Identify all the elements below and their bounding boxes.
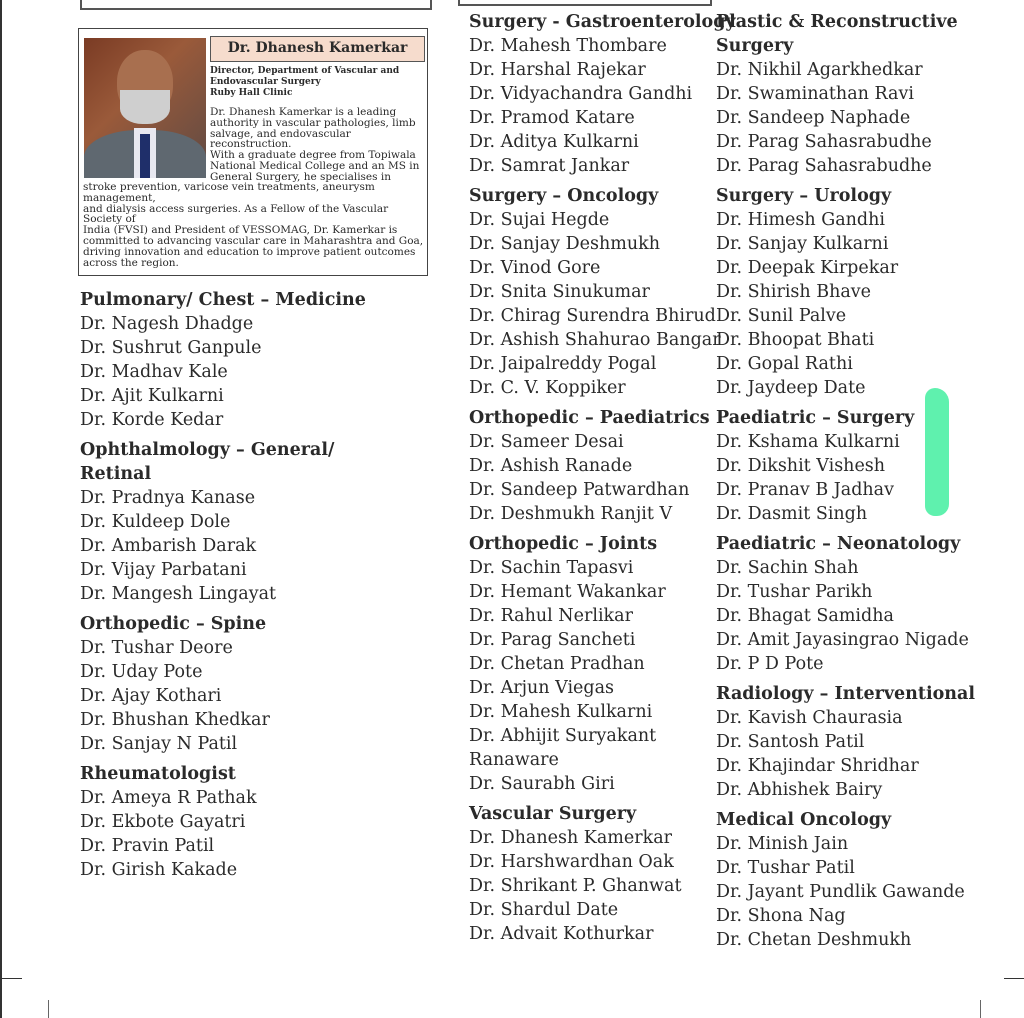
doctor-name: Dr. Khajindar Shridhar (716, 756, 919, 776)
profile-name: Dr. Dhanesh Kamerkar (210, 36, 425, 62)
specialty-section (80, 438, 366, 606)
doctor-name: Dr. Pravin Patil (80, 836, 215, 856)
specialty-heading: Medical Oncology (716, 810, 892, 830)
doctor-name: Dr. Rahul Nerlikar (469, 606, 633, 626)
doctor-name: Dr. P D Pote (716, 654, 824, 674)
specialty-heading: Ophthalmology – General/ (80, 440, 335, 460)
specialty-heading: Surgery – Urology (716, 186, 892, 206)
doctor-name: Dr. Aditya Kulkarni (469, 132, 639, 152)
doctor-name: Dr. Mangesh Lingayat (80, 584, 277, 604)
doctor-name: Dr. Ekbote Gayatri (80, 812, 246, 832)
doctor-name: Dr. Mahesh Kulkarni (469, 702, 653, 722)
bio-line: National Medical College and an MS in (210, 159, 420, 172)
doctor-name: Dr. Tushar Patil (716, 858, 855, 878)
specialty-heading: Orthopedic – Joints (469, 534, 658, 554)
doctor-name: Dr. Snita Sinukumar (469, 282, 650, 302)
doctor-name: Dr. Gopal Rathi (716, 354, 853, 374)
doctor-photo (84, 38, 206, 178)
bio-line: With a graduate degree from Topiwala (210, 149, 416, 162)
bio-line: authority in vascular pathologies, limb (210, 116, 416, 129)
top-left-box-edge (80, 0, 432, 10)
doctor-name: Dr. Ajay Kothari (80, 686, 222, 706)
doctor-name: Dr. Shardul Date (469, 900, 619, 920)
doctor-profile-box (78, 28, 428, 276)
specialty-heading: Paediatric – Surgery (716, 408, 915, 428)
specialty-heading: Orthopedic – Paediatrics (469, 408, 710, 428)
profile-role-line: Endovascular Surgery (210, 77, 321, 87)
specialty-section (469, 10, 736, 178)
doctor-name: Dr. Ashish Ranade (469, 456, 633, 476)
doctor-name: Dr. Sandeep Patwardhan (469, 480, 690, 500)
doctor-name: Dr. Nikhil Agarkhedkar (716, 60, 923, 80)
doctor-name: Dr. Advait Kothurkar (469, 924, 654, 944)
doctor-name: Dr. Uday Pote (80, 662, 203, 682)
doctor-name: Dr. Jaipalreddy Pogal (469, 354, 657, 374)
doctor-name: Dr. Chetan Pradhan (469, 654, 645, 674)
specialty-heading: Rheumatologist (80, 764, 236, 784)
specialty-section (716, 808, 975, 952)
doctor-name: Dr. Saurabh Giri (469, 774, 615, 794)
doctor-name: Dr. Vinod Gore (469, 258, 601, 278)
doctor-name: Dr. Deepak Kirpekar (716, 258, 899, 278)
specialty-heading: Pulmonary/ Chest – Medicine (80, 290, 366, 310)
doctor-name: Dr. Swaminathan Ravi (716, 84, 914, 104)
profile-role (210, 66, 422, 99)
bio-line: India (FVSI) and President of VESSOMAG, Dr. Kamerkar is (83, 224, 398, 237)
specialty-section (716, 184, 975, 400)
specialty-section (469, 802, 736, 946)
specialty-section (716, 406, 975, 526)
specialty-heading: Paediatric – Neonatology (716, 534, 961, 554)
directory-column-right (716, 10, 975, 952)
specialty-section (469, 184, 736, 400)
page-left-edge (0, 0, 2, 1018)
bottom-left-margin-line (0, 978, 22, 979)
doctor-name: Dr. Minish Jain (716, 834, 849, 854)
doctor-name: Dr. Parag Sancheti (469, 630, 636, 650)
doctor-name: Dr. Mahesh Thombare (469, 36, 667, 56)
doctor-name: Dr. C. V. Koppiker (469, 378, 626, 398)
bottom-left-tick (48, 1000, 49, 1018)
specialty-section (469, 532, 736, 796)
bio-line: across the region. (83, 256, 179, 269)
doctor-name: Dr. Shirish Bhave (716, 282, 872, 302)
doctor-name: Dr. Himesh Gandhi (716, 210, 885, 230)
specialty-heading: Surgery – Oncology (469, 186, 659, 206)
doctor-name: Dr. Sameer Desai (469, 432, 624, 452)
doctor-name: Dr. Sushrut Ganpule (80, 338, 262, 358)
doctor-name: Dr. Madhav Kale (80, 362, 228, 382)
doctor-name: Dr. Vidyachandra Gandhi (469, 84, 693, 104)
doctor-name: Dr. Korde Kedar (80, 410, 224, 430)
doctor-name: Dr. Sandeep Naphade (716, 108, 911, 128)
bio-line: General Surgery, he specialises in (210, 170, 391, 183)
doctor-name: Dr. Pramod Katare (469, 108, 635, 128)
specialty-heading: Surgery - Gastroenterology (469, 12, 736, 32)
doctor-name: Dr. Sachin Shah (716, 558, 859, 578)
doctor-name: Dr. Dikshit Vishesh (716, 456, 886, 476)
specialty-section (716, 10, 975, 178)
doctor-name: Dr. Sunil Palve (716, 306, 847, 326)
doctor-name: Dr. Shrikant P. Ghanwat (469, 876, 682, 896)
doctor-name: Dr. Vijay Parbatani (80, 560, 247, 580)
doctor-name: Dr. Sujai Hegde (469, 210, 610, 230)
specialty-section (716, 682, 975, 802)
bio-line: stroke prevention, varicose vein treatments, aneurysm management, (83, 181, 375, 204)
doctor-name: Dr. Deshmukh Ranjit V (469, 504, 673, 524)
doctor-name: Dr. Chetan Deshmukh (716, 930, 912, 950)
doctor-name: Dr. Nagesh Dhadge (80, 314, 254, 334)
bottom-right-tick (980, 1000, 981, 1018)
doctor-name: Dr. Kavish Chaurasia (716, 708, 903, 728)
doctor-name: Dr. Sachin Tapasvi (469, 558, 634, 578)
doctor-name: Dr. Shona Nag (716, 906, 846, 926)
directory-column-middle (469, 10, 736, 946)
doctor-name: Dr. Bhagat Samidha (716, 606, 894, 626)
doctor-name: Dr. Jaydeep Date (716, 378, 866, 398)
doctor-name: Dr. Abhishek Bairy (716, 780, 883, 800)
doctor-name: Dr. Amit Jayasingrao Nigade (716, 630, 969, 650)
bio-line: committed to advancing vascular care in Maharashtra and Goa, (83, 234, 424, 247)
doctor-name: Dr. Ashish Shahurao Bangar (469, 330, 721, 350)
doctor-name: Dr. Arjun Viegas (469, 678, 615, 698)
specialty-heading: Surgery (716, 36, 794, 56)
specialty-section (80, 288, 366, 432)
doctor-name: Dr. Pradnya Kanase (80, 488, 256, 508)
specialty-heading: Orthopedic – Spine (80, 614, 267, 634)
directory-column-left (80, 288, 366, 882)
doctor-name: Dr. Tushar Parikh (716, 582, 873, 602)
doctor-name: Dr. Parag Sahasrabudhe (716, 156, 932, 176)
profile-bio-side (210, 107, 424, 183)
profile-bio-full (83, 182, 425, 268)
specialty-section (80, 762, 366, 882)
doctor-name: Dr. Sanjay Deshmukh (469, 234, 660, 254)
doctor-name: Dr. Bhoopat Bhati (716, 330, 875, 350)
doctor-name: Dr. Ambarish Darak (80, 536, 257, 556)
doctor-name: Dr. Santosh Patil (716, 732, 865, 752)
doctor-name: Dr. Hemant Wakankar (469, 582, 666, 602)
doctor-name: Dr. Harshal Rajekar (469, 60, 646, 80)
specialty-heading: Plastic & Reconstructive (716, 12, 958, 32)
doctor-name: Dr. Tushar Deore (80, 638, 233, 658)
profile-role-line: Director, Department of Vascular and (210, 66, 400, 76)
doctor-name: Dr. Samrat Jankar (469, 156, 630, 176)
doctor-name: Dr. Abhijit Suryakant (469, 726, 657, 746)
doctor-name: Dr. Kshama Kulkarni (716, 432, 900, 452)
doctor-name: Dr. Harshwardhan Oak (469, 852, 674, 872)
doctor-name: Dr. Kuldeep Dole (80, 512, 231, 532)
specialty-section (469, 406, 736, 526)
doctor-name: Dr. Jayant Pundlik Gawande (716, 882, 965, 902)
doctor-name: Dr. Parag Sahasrabudhe (716, 132, 932, 152)
doctor-name: Dr. Sanjay Kulkarni (716, 234, 889, 254)
doctor-name: Ranaware (469, 750, 559, 770)
doctor-name: Dr. Pranav B Jadhav (716, 480, 894, 500)
bio-line: Dr. Dhanesh Kamerkar is a leading (210, 106, 397, 118)
bio-line: salvage, and endovascular reconstruction. (210, 127, 351, 151)
profile-role-line: Ruby Hall Clinic (210, 88, 293, 98)
bio-line: driving innovation and education to improve patient outcomes (83, 245, 416, 258)
specialty-heading: Retinal (80, 464, 152, 484)
bio-line: and dialysis access surgeries. As a Fellow of the Vascular Society of (83, 202, 389, 226)
specialty-section (80, 612, 366, 756)
specialty-heading: Vascular Surgery (469, 804, 637, 824)
doctor-name: Dr. Bhushan Khedkar (80, 710, 270, 730)
doctor-name: Dr. Ameya R Pathak (80, 788, 257, 808)
specialty-heading: Radiology – Interventional (716, 684, 975, 704)
specialty-section (716, 532, 975, 676)
doctor-name: Dr. Chirag Surendra Bhirud (469, 306, 716, 326)
top-middle-box-edge (458, 0, 712, 6)
doctor-name: Dr. Dasmit Singh (716, 504, 868, 524)
doctor-name: Dr. Dhanesh Kamerkar (469, 828, 673, 848)
doctor-name: Dr. Sanjay N Patil (80, 734, 238, 754)
bottom-right-margin-line (1004, 978, 1024, 979)
doctor-name: Dr. Ajit Kulkarni (80, 386, 224, 406)
doctor-name: Dr. Girish Kakade (80, 860, 238, 880)
